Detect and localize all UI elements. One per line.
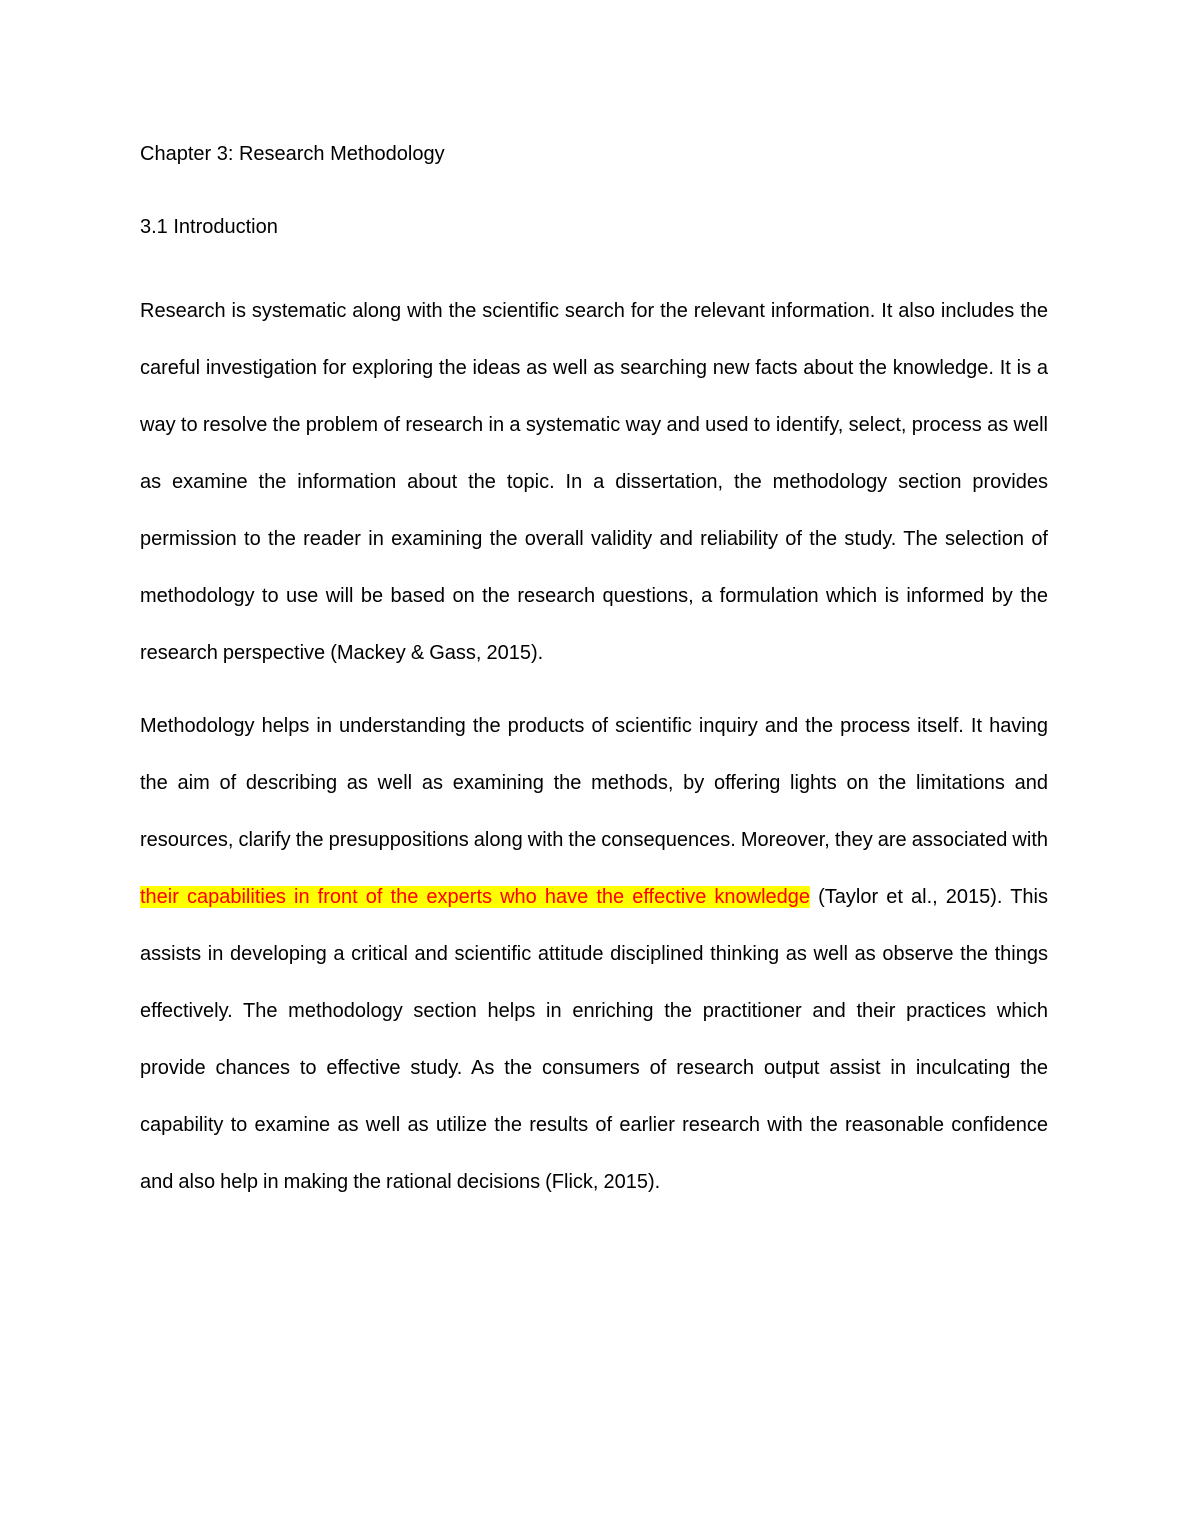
section-title: 3.1 Introduction [140, 216, 278, 238]
chapter-title: Chapter 3: Research Methodology [140, 143, 445, 165]
paragraph-introduction: Research is systematic along with the scientific search for the relevant information. It also includes the careful investigation for exploring the ideas as well as searching new facts about the knowledge. It is a way to resolve the problem of research in a systematic way and used to identify, select, process as well as examine the information about the topic. In a dissertation, the methodology section provides permission to the reader in examining the overall validity and reliability of the study. The selection of methodology to use will be based on the research questions, a formulation which is informed by the research perspective (Mackey & Gass, 2015). [140, 300, 1048, 664]
document-page [140, 138, 1048, 1227]
paragraph-methodology [140, 698, 1048, 1211]
highlighted-text: their capabilities in front of the experts who have the effective knowledge [140, 886, 811, 908]
paragraph-text-after-highlight: (Taylor et al., 2015). This assists in developing a critical and scientific attitude disciplined thinking as well as observe the things effectively. The methodology section helps in enriching the practitioner and their practices which provide chances to effective study. As the consumers of research output assist in inculcating the capability to examine as well as utilize the results of earlier research with the reasonable confidence and also help in making the rational decisions (Flick, 2015). [140, 886, 1048, 1193]
paragraph-text-before-highlight: Methodology helps in understanding the products of scientific inquiry and the process itself. It having the aim of describing as well as examining the methods, by offering lights on the limitations and resources, clarify the presuppositions along with the consequences. Moreover, they are associated with [140, 715, 1048, 851]
